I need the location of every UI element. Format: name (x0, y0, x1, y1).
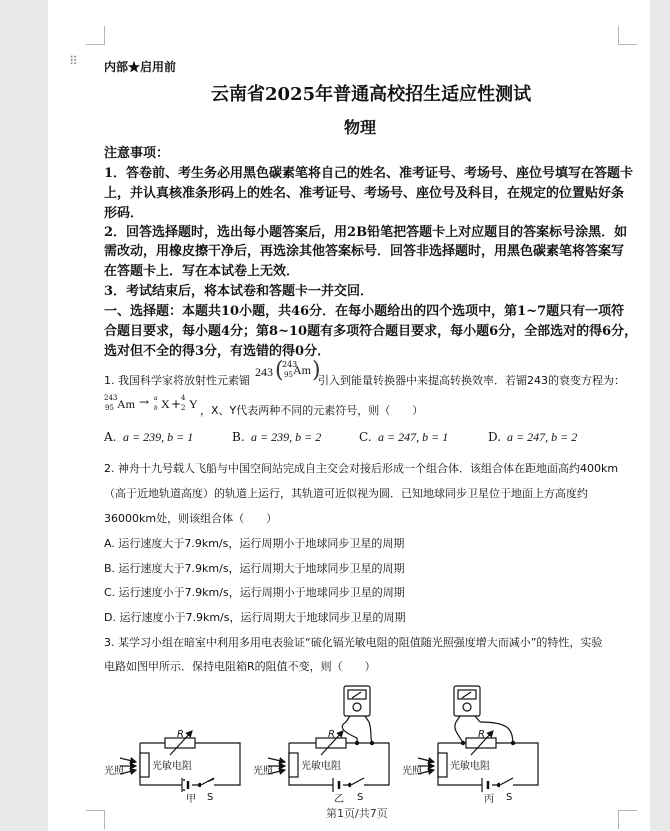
iso-mass: 243 (282, 360, 298, 369)
circuit-name: 甲 (186, 794, 196, 805)
section-instructions: 一、选择题：本题共10小题，共46分．在每小题给出的四个选项中，第1~7题只有一项符 (104, 304, 625, 319)
q1-option-text[interactable]: a = 247, b = 1 (378, 430, 449, 444)
resistor-label: 光敏电阻 (450, 761, 490, 772)
q2-option[interactable]: C. 运行速度小于7.9km/s，运行周期小于地球同步卫星的周期 (104, 586, 405, 599)
switch-label: S (207, 792, 214, 803)
paren-close: ) (312, 358, 321, 383)
q1-stem: 1. 我国科学家将放射性元素镅 (104, 374, 250, 387)
q1-option-text[interactable]: a = 239, b = 1 (123, 430, 194, 444)
eq-x-z: b (154, 404, 158, 412)
eq-symbol: Am (117, 397, 135, 411)
paren-open: ( (275, 358, 284, 383)
q1-option-label[interactable]: B. (232, 430, 245, 444)
eq-x-symbol: X (161, 397, 170, 411)
section-instructions: 选对但不全的得3分，有选错的得0分． (104, 344, 331, 359)
switch-label: S (506, 792, 513, 803)
q1-option-text[interactable]: a = 239, b = 2 (251, 430, 322, 444)
eq-y-mass: 4 (181, 394, 186, 402)
q2-option[interactable]: D. 运行速度小于7.9km/s，运行周期大于地球同步卫星的周期 (104, 611, 406, 624)
q3-stem: 电路如图甲所示．保持电阻箱R的阻值不变，则（ ） (104, 660, 376, 673)
notice-line: 上，并认真核准条形码上的姓名、准考证号、考场号、座位号及科目，在规定的位置贴好条 (104, 186, 625, 201)
q2-option[interactable]: A. 运行速度大于7.9km/s，运行周期小于地球同步卫星的周期 (104, 537, 405, 550)
q3-stem: 3. 某学习小组在暗室中利用多用电表验证“硫化镉光敏电阻的阻值随光照强度增大而减小”的特性，实验 (104, 636, 603, 649)
q1-option-label[interactable]: C. (359, 430, 372, 444)
box-label: R (328, 729, 335, 740)
eq-mass: 243 (104, 394, 118, 402)
q2-stem: （高于近地轨道高度）的轨道上运行，其轨道可近似视为圆．已知地球同步卫星位于地面上方高度约 (104, 487, 588, 500)
notice-line: 需改动，用橡皮擦干净后，再选涂其他答案标号．回答非选择题时，用黑色碳素笔将答案写 (104, 244, 625, 259)
q1-stem: 引入到能量转换器中来提高转换效率．若镅243的衰变方程为： (318, 374, 625, 387)
subject-title: 物理 (344, 118, 377, 137)
q2-option[interactable]: B. 运行速度大于7.9km/s，运行周期大于地球同步卫星的周期 (104, 562, 405, 575)
box-label: R (177, 729, 184, 740)
page-footer: 第1页/共7页 (326, 807, 388, 820)
notice-line: 2．回答选择题时，选出每小题答案后，用2B铅笔把答题卡上对应题目的答案标号涂黑．如 (104, 225, 628, 240)
iso-z: 95 (284, 371, 293, 379)
q2-stem: 36000km处，则该组合体（ ） (104, 512, 278, 525)
eq-y-z: 2 (181, 404, 186, 412)
eq-plus: + (171, 397, 182, 411)
notice-line: 在答题卡上．写在本试卷上无效． (104, 264, 300, 279)
notice-line: 3．考试结束后，将本试卷和答题卡一并交回． (104, 284, 374, 299)
circuit-name: 丙 (484, 794, 494, 805)
circuit-name: 乙 (334, 794, 344, 805)
confidential-label: 内部★启用前 (104, 60, 177, 74)
page-title: 云南省2025年普通高校招生适应性测试 (211, 84, 532, 105)
q1-option-label[interactable]: A. (104, 430, 117, 444)
notice-line: 1．答卷前、考生务必用黑色碳素笔将自己的姓名、准考证号、考场号、座位号填写在答题卡 (104, 166, 634, 181)
q1-number: 243 (255, 365, 273, 379)
q1-option-label[interactable]: D. (488, 430, 502, 444)
light-label: 光照 (402, 766, 422, 777)
drag-handle-icon[interactable]: ⠿ (69, 54, 77, 68)
eq-z: 95 (105, 404, 114, 412)
notice-line: 形码． (104, 206, 144, 221)
resistor-label: 光敏电阻 (152, 761, 192, 772)
q1-stem: ，X、Y代表两种不同的元素符号，则（ ） (200, 404, 424, 417)
resistor-label: 光敏电阻 (301, 761, 341, 772)
switch-label: S (357, 792, 364, 803)
eq-arrow: → (139, 395, 150, 409)
q1-option-text[interactable]: a = 247, b = 2 (507, 430, 578, 444)
box-label: R (478, 729, 485, 740)
light-label: 光照 (253, 766, 273, 777)
iso-symbol: Am (293, 363, 311, 377)
light-label: 光照 (104, 766, 124, 777)
eq-x-mass: a (154, 394, 158, 402)
notice-heading: 注意事项： (104, 146, 170, 161)
q2-stem: 2. 神舟十九号载人飞船与中国空间站完成自主交会对接后形成一个组合体．该组合体在距地面高约400km (104, 462, 619, 475)
eq-y-symbol: Y (189, 397, 198, 411)
section-instructions: 合题目要求，每小题4分；第8~10题有多项符合题目要求，每小题6分，全部选对的得6分， (104, 324, 638, 339)
